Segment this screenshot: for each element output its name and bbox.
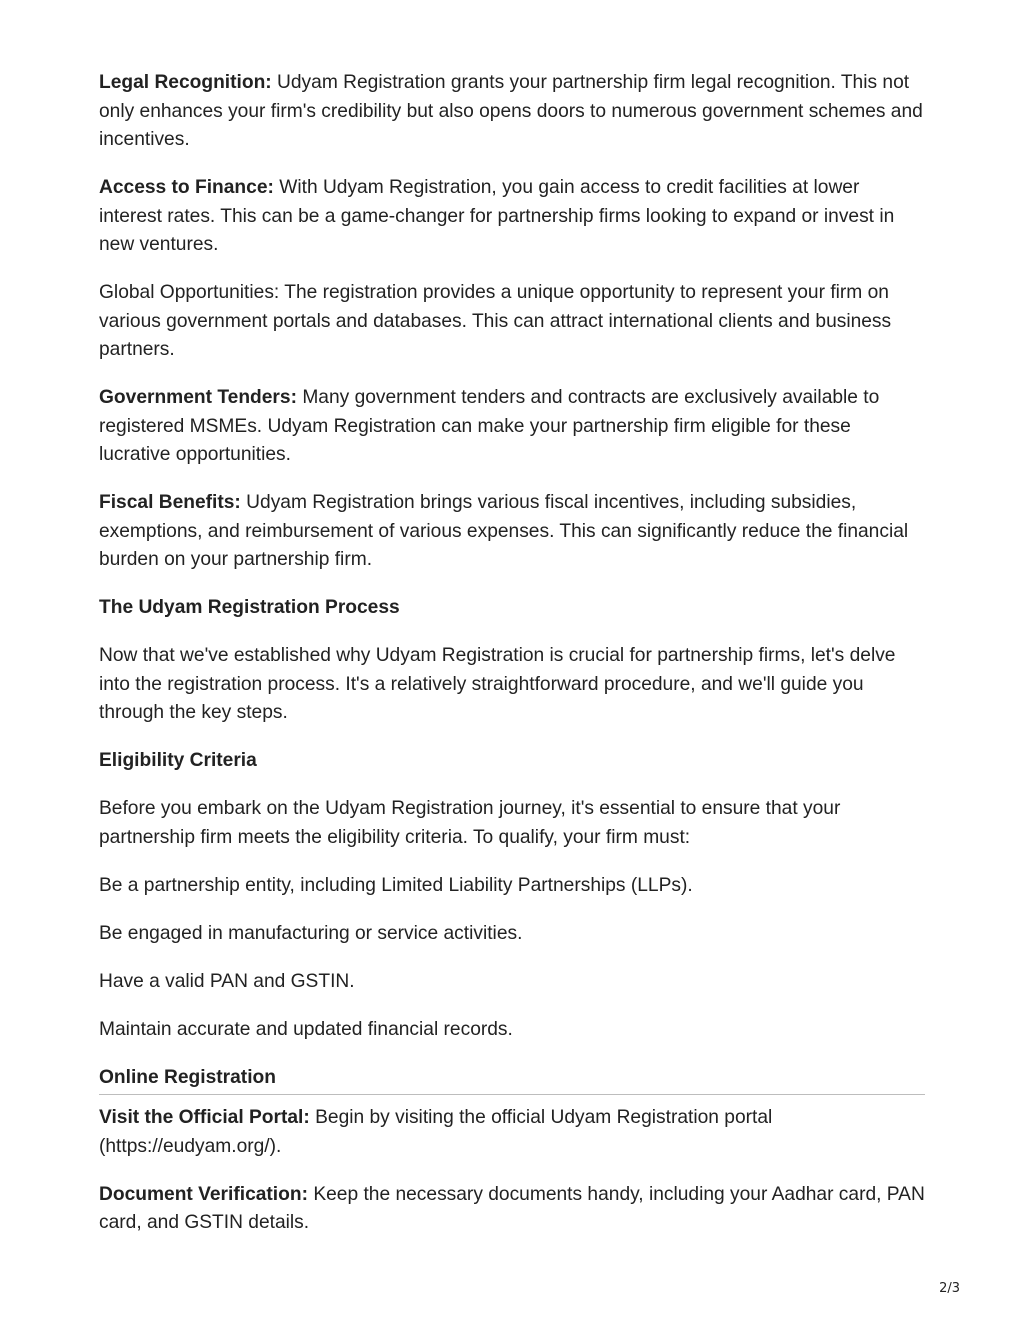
page-number: 2/3 [939,1281,960,1296]
paragraph-process-intro [99,642,925,728]
paragraph-text: Be a partnership entity, including Limited Liability Partnerships (LLPs). [99,874,693,896]
paragraph-legal-recognition [99,69,925,155]
paragraph-text: Before you embark on the Udyam Registration journey, it's essential to ensure that your partnership firm meets the eligibility criteria. To qualify, your firm must: [99,798,841,848]
paragraph-eligibility-intro [99,795,925,852]
paragraph-text: Be engaged in manufacturing or service activities. [99,922,523,944]
paragraph-text: Now that we've established why Udyam Registration is crucial for partnership firms, let's delve into the registration process. It's a relatively straightforward procedure, and we'll guide you through the key steps. [99,645,896,723]
paragraph-text: Udyam Registration brings various fiscal incentives, including subsidies, exemptions, and reimbursement of various expenses. This can significantly reduce the financial burden on your partnership firm. [99,492,909,570]
heading-registration-process: The Udyam Registration Process [99,597,400,618]
paragraph-text: Udyam Registration grants your partnership firm legal recognition. This not only enhances your firm's credibility but also opens doors to numerous government schemes and incentives. [99,72,923,150]
paragraph-visit-portal [99,1104,925,1161]
paragraph-label: Government Tenders: [99,387,297,408]
paragraph-document-verification [99,1181,925,1238]
paragraph-text: Begin by visiting the official Udyam Registration portal (https://eudyam.org/). [99,1107,773,1157]
document-body [99,69,925,1257]
paragraph-label: Visit the Official Portal: [99,1107,310,1128]
heading-online-registration: Online Registration [99,1064,925,1096]
paragraph-text: Many government tenders and contracts are exclusively available to registered MSMEs. Udyam Registration can make your partnership firm eligible for these lucrative opportunities. [99,387,880,465]
paragraph-text: With Udyam Registration, you gain access to credit facilities at lower interest rates. This can be a game-changer for partnership firms looking to expand or invest in new ventures. [99,177,895,255]
paragraph-global-opportunities [99,279,925,365]
heading-eligibility-criteria: Eligibility Criteria [99,750,257,771]
criterion-manufacturing-service [99,920,925,949]
paragraph-text: Global Opportunities: The registration provides a unique opportunity to represent your firm on various government portals and databases. This can attract international clients and business partners. [99,282,892,360]
criterion-partnership-entity [99,872,925,901]
paragraph-label: Legal Recognition: [99,72,272,93]
paragraph-government-tenders [99,384,925,470]
paragraph-label: Fiscal Benefits: [99,492,241,513]
paragraph-text: Maintain accurate and updated financial records. [99,1018,513,1040]
paragraph-text: Have a valid PAN and GSTIN. [99,970,355,992]
paragraph-label: Document Verification: [99,1183,308,1205]
paragraph-fiscal-benefits [99,489,925,575]
paragraph-access-to-finance [99,174,925,260]
paragraph-text: Keep the necessary documents handy, including your Aadhar card, PAN card, and GSTIN details. [99,1183,925,1233]
criterion-pan-gstin [99,968,925,997]
criterion-financial-records [99,1016,925,1045]
paragraph-label: Access to Finance: [99,177,274,198]
